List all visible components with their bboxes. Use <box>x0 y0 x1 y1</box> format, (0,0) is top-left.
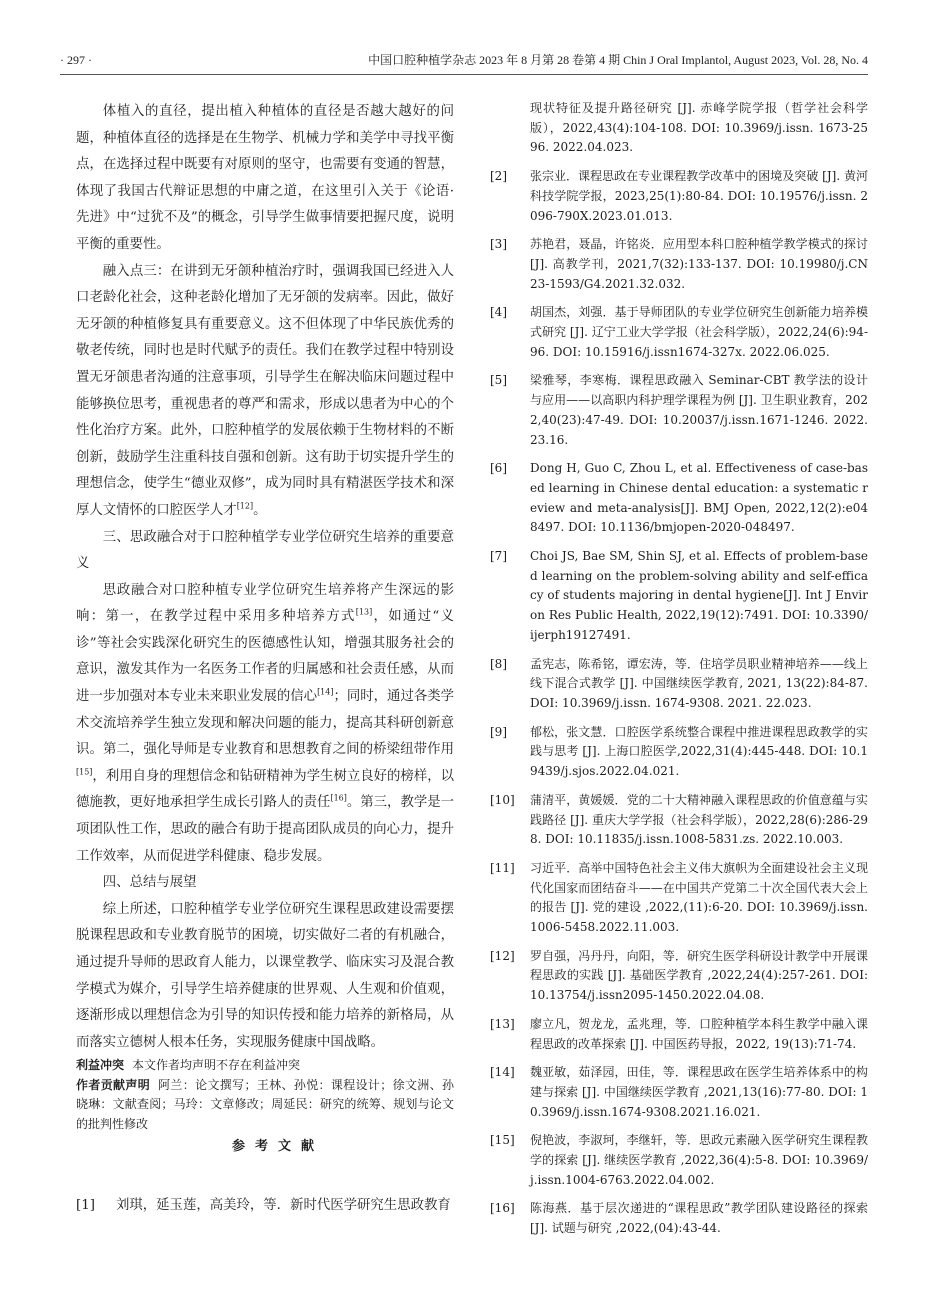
left-column <box>76 99 454 1229</box>
citation: [12] <box>236 501 254 511</box>
section-heading-4: 四、总结与展望 <box>102 875 197 891</box>
reference-item: [15] 倪艳波，李淑珂，李继轩，等．思政元素融入医学研究生课程教学的探索 [J]. 继续医学教育 ,2022,36(4):5-8. DOI: 10.3969/j.issn.1004-6763.2022.04.002. <box>490 1133 868 1187</box>
reference-item: [13] 廖立凡，贺龙龙，孟兆理，等．口腔种植学本科生教学中融入课程思政的改革探索 [J]. 中国医药导报，2022, 19(13):71-74. <box>490 1016 868 1051</box>
citation: [13] <box>355 607 373 617</box>
section-heading-3: 三、思政融合对于口腔种植学专业学位研究生培养的重要意义 <box>76 529 454 572</box>
reference-item: [1] 刘琪，延玉莲，高美玲，等．新时代医学研究生思政教育 <box>76 1197 451 1213</box>
reference-item: [10] 蒲清平，黄媛媛．党的二十大精神融入课程思政的价值意蕴与实践路径 [J]. 重庆大学学报（社会科学版），2022,28(6):286-298. DOI: 10.11835/j.issn.1008-5831.zs. 2022.10.003. <box>490 792 868 847</box>
reference-item: [8] 孟宪志，陈希铭，谭宏涛，等．住培学员职业精神培养——线上线下混合式教学 [J]. 中国继续医学教育, 2021, 13(22):84-87. DOI: 10.3969/j.issn. 1674-9308. 2021. 22.023. <box>490 656 868 710</box>
citation: [14] <box>317 687 334 697</box>
author-contributions: 作者贡献声明 阿兰：论文撰写；王林、孙悦：课程设计；徐文洲、孙晓琳：文献查阅；马玲：文章修改；周延民：研究的统筹、规划与论文的批判性修改 <box>76 1077 454 1131</box>
journal-header: 中国口腔种植学杂志 2023 年 8 月第 28 卷第 4 期 Chin J Oral Implantol, August 2023, Vol. 28, No. 4 <box>368 53 868 67</box>
reference-item: [16] 陈海燕．基于层次递进的“课程思政”教学团队建设路径的探索 [J]. 试题与研究 ,2022,(04):43-44. <box>490 1201 868 1236</box>
reference-item: [12] 罗自强，冯丹丹，向阳，等．研究生医学科研设计教学中开展课程思政的实践 [J]. 基础医学教育 ,2022,24(4):257-261. DOI: 10.13754/j.issn2095-1450.2022.04.08. <box>490 948 868 1003</box>
references-title: 参考文献 <box>231 1139 324 1155</box>
paragraph-continuation: 体植入的直径，提出植入种植体的直径是否越大越好的问题，种植体直径的选择是在生物学、机械力学和美学中寻找平衡点，在选择过程中既要有对原则的坚守，也需要有变通的智慧，体现了我国古代辩证思想的中庸之道，在这里引入关于《论语·先进》中“过犹不及”的概念，引导学生做事情要把握尺度，说明平衡的重要性。 <box>76 104 454 252</box>
reference-item: [6] Dong H, Guo C, Zhou L, et al. Effectiveness of case-based learning in Chinese dental education: a systematic review and meta-analysis[J]. BMJ Open, 2022,12(2):e048497. DOI: 10.1136/bmjopen-2020-048497. <box>490 461 868 535</box>
reference-continuation: 现状特征及提升路径研究 [J]. 赤峰学院学报（哲学社会科学版），2022,43(4):104-108. DOI: 10.3969/j.issn. 1673-2596. 2022.04.023. <box>530 101 868 155</box>
article-notes <box>76 1056 454 1134</box>
paragraph-significance: 思政融合对口腔种植专业学位研究生培养将产生深远的影响：第一，在教学过程中采用多种培养方式[13]，如通过“义诊”等社会实践深化研究生的医德感性认知，增强其服务社会的意识，激发其作为一名医务工作者的归属感和社会责任感，从而进一步加强对本专业未来职业发展的信心[14]；同时，通过各类学术交流培养学生独立发现和解决问题的能力，提高其科研创新意识。第二，强化导师是专业教育和思想教育之间的桥梁纽带作用[15]，利用自身的理想信念和钻研精神为学生树立良好的榜样，以德施教，更好地承担学生成长引路人的责任[16]。第三，教学是一项团队性工作，思政的融合有助于提高团队成员的向心力，提升工作效率，从而促进学科健康、稳步发展。 <box>76 582 455 864</box>
citation: [16] <box>330 793 347 803</box>
reference-item: [9] 郁松，张文慧．口腔医学系统整合课程中推进课程思政教学的实践与思考 [J]. 上海口腔医学,2022,31(4):445-448. DOI: 10.19439/j.sjos.2022.04.021. <box>490 724 868 779</box>
conflict-of-interest: 利益冲突 本文作者均声明不存在利益冲突 <box>76 1058 301 1073</box>
reference-item: [11] 习近平．高举中国特色社会主义伟大旗帜为全面建设社会主义现代化国家而团结奋斗——在中国共产党第二十次全国代表大会上的报告 [J]. 党的建设 ,2022,(11):6-20. DOI: 10.3969/j.issn.1006-5458.2022.11.003. <box>490 860 868 935</box>
reference-item: [2] 张宗业．课程思政在专业课程教学改革中的困境及突破 [J]. 黄河科技学院学报，2023,25(1):80-84. DOI: 10.19576/j.issn. 2096-790X.2023.01.013. <box>490 169 868 223</box>
paragraph-integration-point-3: 融入点三：在讲到无牙颌种植治疗时，强调我国已经进入人口老龄化社会，这种老龄化增加了无牙颌的发病率。因此，做好无牙颌的种植修复具有重要意义。这不但体现了中华民族优秀的敬老传统，同时也是时代赋予的责任。我们在教学过程中特别设置无牙颌患者沟通的注意事项，引导学生在解决临床问题过程中能够换位思考，重视患者的尊严和需求，形成以患者为中心的个性化治疗方案。此外，口腔种植学的发展依赖于生物材料的不断创新，鼓励学生注重科技自强和创新。这有助于切实提升学生的理想信念，使学生“德业双修”，成为同时具有精湛医学技术和深厚人文情怀的口腔医学人才[12]。 <box>76 263 454 518</box>
right-column <box>490 99 868 1248</box>
reference-item: [7] Choi JS, Bae SM, Shin SJ, et al. Effects of problem-based learning on the problem-solving ability and self-efficacy of students majoring in dental hygiene[J]. Int J Environ Res Public Health, 2022,19(12):7491. DOI: 10.3390/ijerph19127491. <box>490 549 868 642</box>
citation: [15] <box>76 767 93 777</box>
running-header <box>60 50 868 72</box>
header-rule <box>60 74 868 75</box>
paragraph-conclusion: 综上所述，口腔种植学专业学位研究生课程思政建设需要摆脱课程思政和专业教育脱节的困境，切实做好二者的有机融合，通过提升导师的思政育人能力，以课堂教学、临床实习及混合教学模式为媒介，引导学生培养健康的世界观、人生观和价值观，逐渐形成以理想信念为引导的知识传授和能力培养的新格局，从而落实立德树人根本任务，实现服务健康中国战略。 <box>76 901 454 1050</box>
page-number: · 297 · <box>60 53 92 67</box>
reference-item: [5] 梁雅琴，李寒梅．课程思政融入 Seminar-CBT 教学法的设计与应用——以高职内科护理学课程为例 [J]. 卫生职业教育，2022,40(23):47-49. DOI: 10.20037/j.issn.1671-1246. 2022.23.16. <box>490 373 868 447</box>
reference-item: [14] 魏亚敏，茹泽园，田佳，等．课程思政在医学生培养体系中的构建与探索 [J]. 中国继续医学教育 ,2021,13(16):77-80. DOI: 10.3969/j.issn.1674-9308.2021.16.021. <box>490 1065 868 1119</box>
reference-item: [4] 胡国杰，刘强．基于导师团队的专业学位研究生创新能力培养模式研究 [J]. 辽宁工业大学学报（社会科学版），2022,24(6):94-96. DOI: 10.15916/j.issn1674-327x. 2022.06.025. <box>490 305 868 359</box>
reference-item: [3] 苏艳君，聂晶，许铭炎．应用型本科口腔种植学教学模式的探讨 [J]. 高教学刊，2021,7(32):133-137. DOI: 10.19980/j.CN23-1593/G4.2021.32.032. <box>490 237 868 291</box>
